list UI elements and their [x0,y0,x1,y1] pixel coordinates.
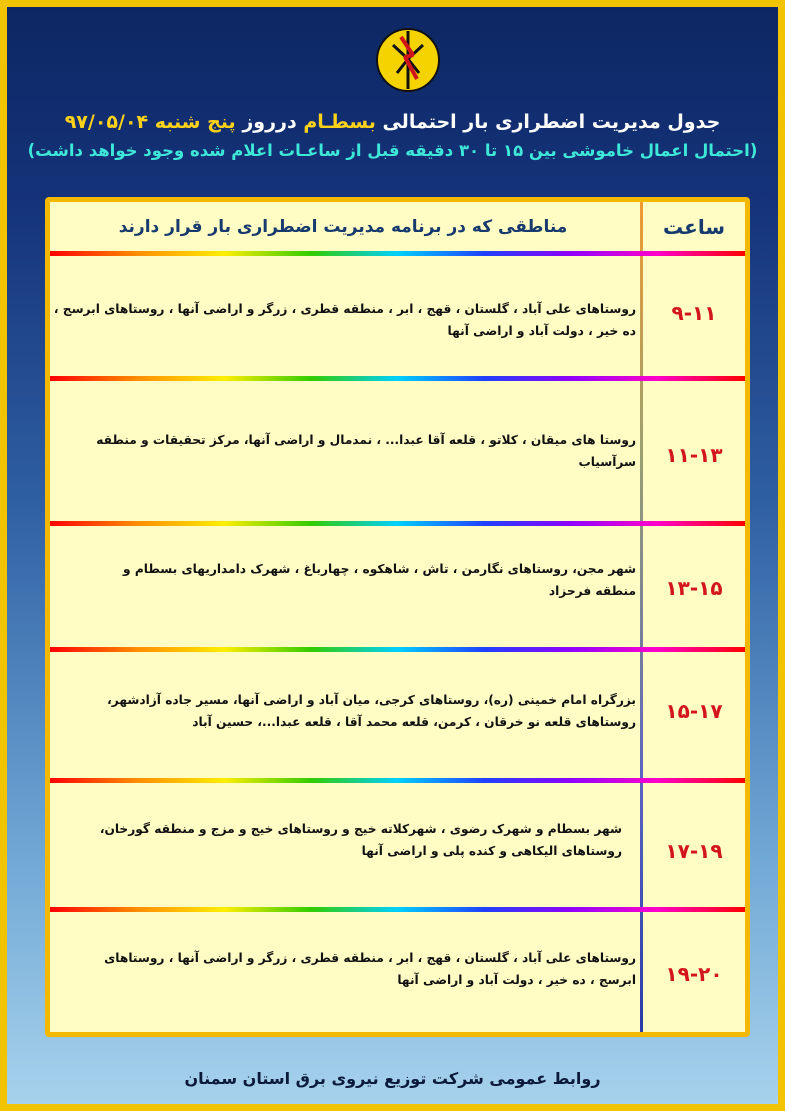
row-areas: روستاهای علی آباد ، گلستان ، قهج ، ابر ، منطقه قطری ، زرگر و اراضی آنها ، روستاهای ابرسج ، ده خیر ، دولت آباد و اراضی آنها [53,302,636,338]
row-time: ۱۵-۱۷ [665,699,723,723]
rainbow-divider [50,907,745,912]
power-utility-logo-icon [373,25,443,95]
rainbow-divider [50,778,745,783]
row-time: ۱۹-۲۰ [665,962,723,986]
rainbow-divider [50,521,745,526]
row-areas: شهر بسطام و شهرک رضوی ، شهرکلاته خیج و روستاهای خیج و مزج و منطقه گورخان، روستاهای الیکاهی و کنده پلی و اراضی آنها [99,822,622,858]
header-time: ساعت [662,215,725,239]
page-title: جدول مدیریت اضطراری بار احتمالی بسطـام درروز پنج شنبه ۹۷/۰۵/۰۴ [64,111,721,133]
footer-publisher: روابط عمومی شرکت توزیع نیروی برق استان سمنان [184,1069,601,1088]
row-areas: بزرگراه امام خمینی (ره)، روستاهای کرجی، میان آباد و اراضی آنها، مسیر جاده آزادشهر، روستاهای قلعه نو خرقان ، کرمن، قلعه محمد آقا ، قلعه عبدا...، حسین آباد [107,693,636,729]
row-areas: شهر مجن، روستاهای نگارمن ، تاش ، شاهکوه ، چهارباغ ، شهرک دامداریهای بسطام و منطقه فرحزاد [123,562,636,598]
row-time: ۱۱-۱۳ [665,443,723,467]
rainbow-divider [50,647,745,652]
schedule-table [45,197,750,1037]
row-time: ۹-۱۱ [671,301,717,325]
row-time: ۱۷-۱۹ [665,839,723,863]
header-area: مناطقی که در برنامه مدیریت اضطراری بار قرار دارند [118,217,568,237]
rainbow-divider [50,251,745,256]
title-city: بسطـام [303,111,376,133]
title-date: پنج شنبه ۹۷/۰۵/۰۴ [64,111,236,133]
page-subtitle: (احتمال اعمال خاموشی بین ۱۵ تا ۳۰ دقیقه قبل از ساعـات اعلام شده وجود خواهد داشت) [27,141,758,160]
row-areas: روستاهای علی آباد ، گلستان ، قهج ، ابر ، منطقه قطری ، زرگر و اراضی آنها ، روستاهای ابرسج ، ده خیر ، دولت آباد و اراضی آنها [104,951,636,987]
row-time: ۱۳-۱۵ [665,576,723,600]
row-areas: روستا های میقان ، کلاتو ، قلعه آقا عبدا... ، نمدمال و اراضی آنها، مرکز تحقیقات و منطقه سرآسیاب [96,433,636,469]
rainbow-divider [50,376,745,381]
